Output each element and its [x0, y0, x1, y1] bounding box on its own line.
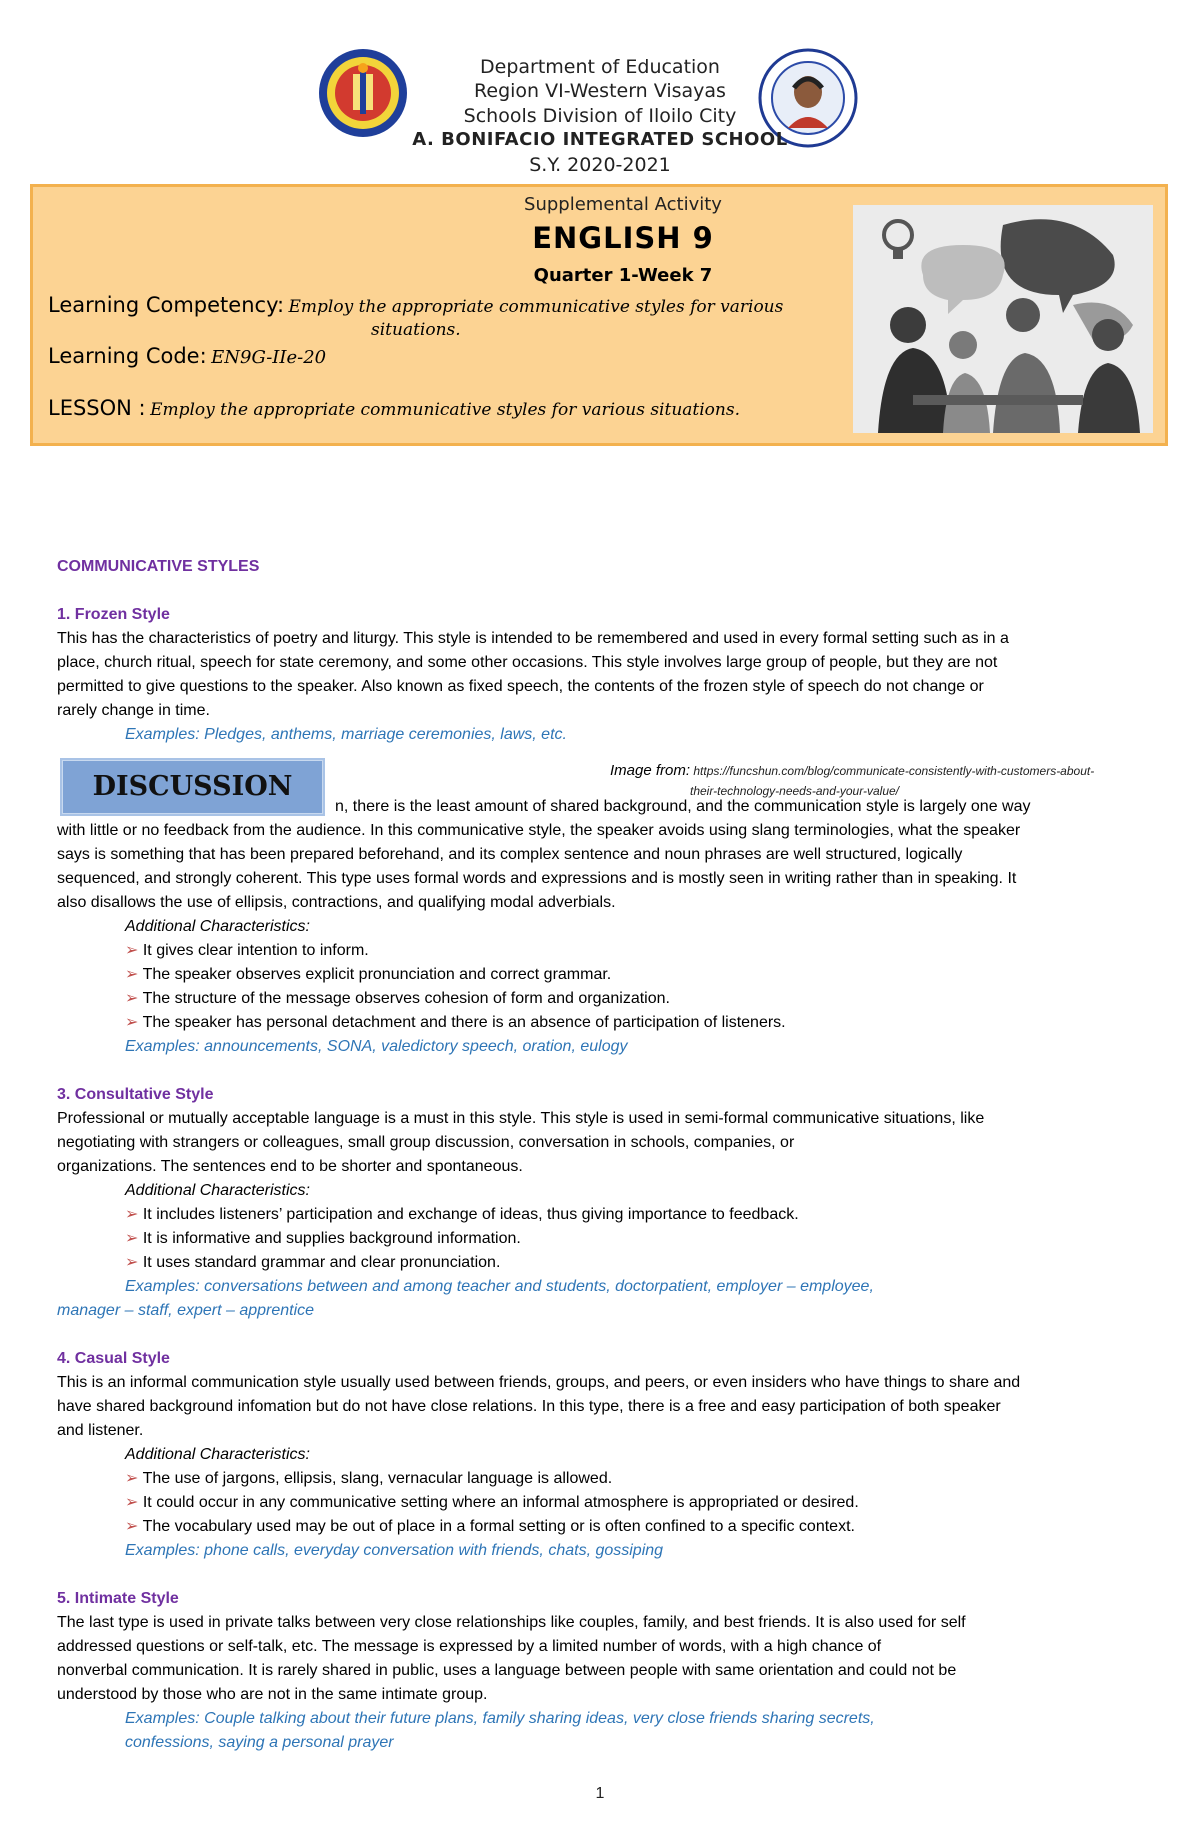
- image-credit-label: Image from:: [610, 762, 691, 779]
- school-name: A. BONIFACIO INTEGRATED SCHOOL: [412, 129, 788, 150]
- frozen-examples: Examples: Pledges, anthems, marriage ceremonies, laws, etc.: [125, 726, 567, 743]
- subject-title: ENGLISH 9: [532, 221, 714, 255]
- frozen-line: permitted to give questions to the speaker. Also known as fixed speech, the contents of the frozen style of speech do not change or: [57, 678, 984, 695]
- formal-bullet: [57, 939, 1142, 963]
- casual-bullet: [57, 1467, 1142, 1491]
- casual-line: and listener.: [57, 1422, 144, 1439]
- formal-examples: Examples: announcements, SONA, valedictory speech, oration, eulogy: [125, 1038, 628, 1055]
- intimate-line: addressed questions or self-talk, etc. The message is expressed by a limited number of words, with a high chance of: [57, 1638, 882, 1655]
- code-value: EN9G-IIe-20: [211, 347, 327, 368]
- arrow-bullet-icon: ➢: [125, 1518, 139, 1535]
- formal-line: sequenced, and strongly coherent. This type uses formal words and expressions and is mostly seen in writing rather than in speaking. It: [57, 870, 1017, 887]
- code-label: Learning Code:: [48, 344, 207, 368]
- competency-label: Learning Competency:: [48, 293, 285, 317]
- arrow-bullet-icon: ➢: [125, 990, 139, 1007]
- image-credit-url-cont: their-technology-needs-and-your-value/: [690, 784, 900, 798]
- intimate-line: nonverbal communication. It is rarely shared in public, uses a language between people with same orientation and could not be: [57, 1662, 957, 1679]
- lesson: [48, 396, 740, 420]
- consultative-line: negotiating with strangers or colleagues, small group discussion, conversation in schools, companies, or: [57, 1134, 795, 1151]
- formal-line: says is something that has been prepared beforehand, and its complex sentence and noun phrases are well structured, logically: [57, 846, 963, 863]
- casual-examples: Examples: phone calls, everyday conversation with friends, chats, gossiping: [125, 1542, 664, 1559]
- casual-style-title: 4. Casual Style: [57, 1350, 170, 1367]
- bullet-text: The speaker has personal detachment and there is an absence of participation of listeners.: [142, 1014, 786, 1031]
- casual-bullet: [57, 1491, 1142, 1515]
- formal-bullet: [57, 1011, 1142, 1035]
- bullet-text: The use of jargons, ellipsis, slang, vernacular language is allowed.: [142, 1470, 613, 1487]
- consultative-examples-cont: manager – staff, expert – apprentice: [57, 1302, 315, 1319]
- bullet-text: It is informative and supplies background information.: [142, 1230, 521, 1247]
- consultative-style-title: 3. Consultative Style: [57, 1086, 214, 1103]
- casual-line: This is an informal communication style usually used between friends, groups, and peers, or even insiders who have things to share and: [57, 1374, 1021, 1391]
- competency-text-cont: situations.: [371, 320, 461, 340]
- lesson-body: [57, 555, 1142, 1755]
- consultative-bullet: [57, 1251, 1142, 1275]
- arrow-bullet-icon: ➢: [125, 1254, 139, 1271]
- consultative-bullet: [57, 1227, 1142, 1251]
- frozen-line: rarely change in time.: [57, 702, 210, 719]
- formal-additional-label: Additional Characteristics:: [125, 918, 310, 935]
- casual-additional-label: Additional Characteristics:: [125, 1446, 310, 1463]
- formal-line: with little or no feedback from the audience. In this communicative style, the speaker avoids using slang terminologies, what the speaker: [57, 822, 1021, 839]
- formal-line: n, there is the least amount of shared background, and the communication style is largely one way: [335, 798, 1031, 815]
- arrow-bullet-icon: ➢: [125, 1230, 139, 1247]
- supplemental-label: Supplemental Activity: [524, 194, 722, 215]
- consultative-examples: Examples: conversations between and among teacher and students, doctorpatient, employer – employee,: [125, 1278, 874, 1295]
- consultative-line: organizations. The sentences end to be shorter and spontaneous.: [57, 1158, 523, 1175]
- region-name: Region VI-Western Visayas: [474, 80, 726, 102]
- bullet-text: It gives clear intention to inform.: [142, 942, 369, 959]
- intimate-examples: Examples: Couple talking about their future plans, family sharing ideas, very close friends sharing secrets,: [125, 1710, 875, 1727]
- arrow-bullet-icon: ➢: [125, 1014, 139, 1031]
- consultative-additional-label: Additional Characteristics:: [125, 1182, 310, 1199]
- intimate-line: The last type is used in private talks between very close relationships like couples, family, and best friends. It is also used for self: [57, 1614, 966, 1631]
- page-number: 1: [595, 1785, 605, 1802]
- image-credit: [610, 762, 1170, 780]
- learning-code: [48, 344, 326, 368]
- bullet-text: It includes listeners’ participation and exchange of ideas, thus giving importance to feedback.: [142, 1206, 799, 1223]
- activity-header-box: [30, 184, 1168, 446]
- frozen-style-title: 1. Frozen Style: [57, 606, 170, 623]
- frozen-line: place, church ritual, speech for state ceremony, and some other occasions. This style involves large group of people, but they are not: [57, 654, 998, 671]
- competency-text: Employ the appropriate communicative styles for various: [288, 297, 784, 317]
- intimate-examples-cont: confessions, saying a personal prayer: [125, 1734, 394, 1751]
- division-name: Schools Division of Iloilo City: [463, 105, 737, 127]
- school-year: S.Y. 2020-2021: [529, 154, 671, 176]
- discussion-label: DISCUSSION: [92, 771, 293, 802]
- arrow-bullet-icon: ➢: [125, 942, 139, 959]
- arrow-bullet-icon: ➢: [125, 1494, 139, 1511]
- bullet-text: The structure of the message observes cohesion of form and organization.: [142, 990, 670, 1007]
- image-credit-url: https://funcshun.com/blog/communicate-consistently-with-customers-about-: [693, 764, 1095, 778]
- intimate-line: understood by those who are not in the same intimate group.: [57, 1686, 488, 1703]
- bullet-text: The vocabulary used may be out of place in a formal setting or is often confined to a specific context.: [142, 1518, 855, 1535]
- arrow-bullet-icon: ➢: [125, 1470, 139, 1487]
- lesson-label: LESSON :: [48, 396, 146, 420]
- department-name: Department of Education: [480, 56, 720, 78]
- intimate-style-title: 5. Intimate Style: [57, 1590, 179, 1607]
- bullet-text: The speaker observes explicit pronunciation and correct grammar.: [142, 966, 612, 983]
- frozen-line: This has the characteristics of poetry and liturgy. This style is intended to be remembered and used in every formal setting such as in a: [57, 630, 1009, 647]
- quarter-label: Quarter 1-Week 7: [533, 265, 713, 286]
- learning-competency: [48, 293, 868, 317]
- formal-line: also disallows the use of ellipsis, contractions, and qualifying modal adverbials.: [57, 894, 616, 911]
- discussion-badge: [60, 758, 325, 816]
- arrow-bullet-icon: ➢: [125, 966, 139, 983]
- communication-illustration: [853, 205, 1153, 433]
- arrow-bullet-icon: ➢: [125, 1206, 139, 1223]
- section-title: COMMUNICATIVE STYLES: [57, 558, 260, 575]
- casual-bullet: [57, 1515, 1142, 1539]
- formal-bullet: [57, 987, 1142, 1011]
- bullet-text: It could occur in any communicative setting where an informal atmosphere is appropriated or desired.: [142, 1494, 859, 1511]
- consultative-bullet: [57, 1203, 1142, 1227]
- lesson-text: Employ the appropriate communicative styles for various situations.: [150, 400, 740, 420]
- bullet-text: It uses standard grammar and clear pronunciation.: [142, 1254, 501, 1271]
- formal-bullet: [57, 963, 1142, 987]
- casual-line: have shared background infomation but do not have close relations. In this type, there is a free and easy participation of both speaker: [57, 1398, 1001, 1415]
- consultative-line: Professional or mutually acceptable language is a must in this style. This style is used in semi-formal communicative situations, like: [57, 1110, 985, 1127]
